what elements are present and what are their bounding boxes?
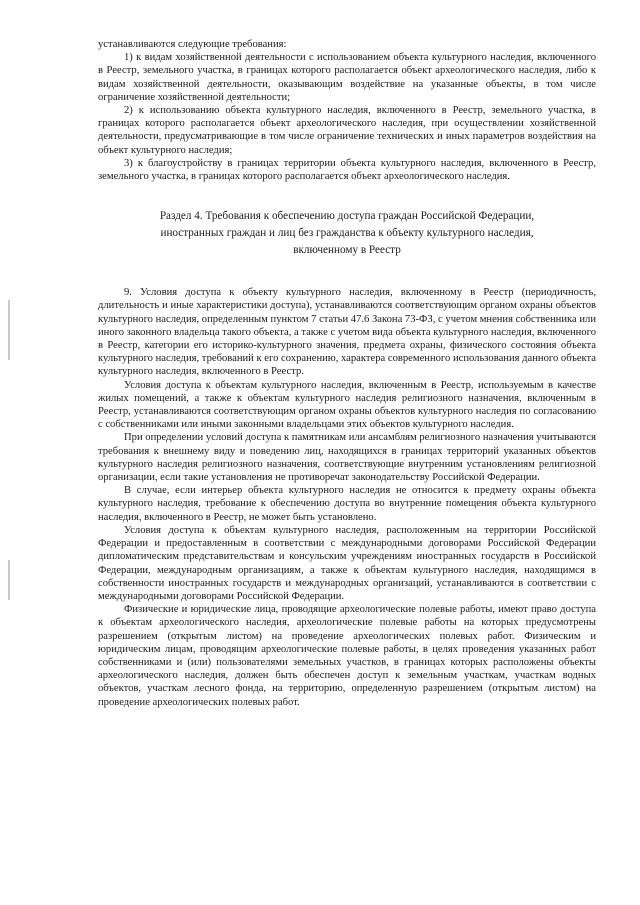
paragraph-9: 9. Условия доступа к объекту культурного наследия, включенному в Реестр (периодичность, длительность и иные характеристики доступа), устанавливаются соответствующим органом охраны объектов культурного наследия, определенным пунктом 7 статьи 47.6 Закона 73-ФЗ, с учетом мнения собственника или иного законного владельца такого объекта, а также с учетом вида объекта культурного наследия, включенного в Реестр, категории его историко-культурного значения, предмета охраны, физического состояния объекта культурного наследия, требований к его сохранению, характера современного использования данного объекта культурного наследия, включенного в Реестр. <box>98 287 596 378</box>
scan-edge-mark <box>8 560 10 600</box>
paragraph-diplomatic: Условия доступа к объектам культурного наследия, расположенным на территории Российской Федерации и предоставленным в соответствии с международными договорами Российской Федерации дипломатическим представительствам и консульским учреждениям иностранных государств в Российской Федерации, международным организациям, а также к объектам культурного наследия, находящимся в собственности иностранных государств и международных организаций, устанавливаются в соответствии с международными договорами Российской Федерации. <box>98 524 596 602</box>
paragraph-religious: При определении условий доступа к памятникам или ансамблям религиозного назначения учитываются требования к внешнему виду и поведению лиц, находящихся в границах территорий указанных объектов культурного наследия религиозного назначения, соответствующие внутренним установлениям религиозной организации, если такие установления не противоречат законодательству Российской Федерации. <box>98 432 596 484</box>
section-heading-line-2: иностранных граждан и лиц без гражданства к объекту культурного наследия, <box>160 227 534 240</box>
paragraph-interior: В случае, если интерьер объекта культурного наследия не относится к предмету охраны объекта культурного наследия, требование к обеспечению доступа во внутренние помещения объекта культурного наследия, включенного в Реестр, не может быть установлено. <box>98 485 596 523</box>
scan-edge-mark <box>8 300 10 360</box>
intro-line: устанавливаются следующие требования: <box>98 39 287 50</box>
paragraph-archaeological: Физические и юридические лица, проводящие археологические полевые работы, имеют право доступа к объектам археологического наследия, археологические полевые работы на которых предусмотрены разрешением (открытым листом) на проведение археологических полевых работ. Физическим и юридическим лицам, проводящим археологические полевые работы, в целях проведения указанных работ собственниками и (или) пользователями земельных участков, в границах которых расположены объекты археологического наследия, должен быть обеспечен доступ к земельным участкам, участкам водных объектов, участкам лесного фонда, на территорию, определенную разрешением (открытым листом) на проведение археологических полевых работ. <box>98 604 596 708</box>
paragraph-access-residential: Условия доступа к объектам культурного наследия, включенным в Реестр, используемым в качестве жилых помещений, а также к объектам культурного наследия религиозного назначения, включенным в Реестр, устанавливаются соответствующим органом охраны объектов культурного наследия по согласованию с собственниками или иными законными владельцами этих объектов культурного наследия. <box>98 379 596 431</box>
list-item-2: 2) к использованию объекта культурного наследия, включенного в Реестр, земельного участка, в границах которого располагается объект археологического наследия, при осуществлении хозяйственной деятельности, предусматривающие в том числе ограничение технических и иных параметров воздействия на объект культурного наследия; <box>98 105 596 156</box>
section-heading <box>98 208 596 259</box>
section-heading-line-1: Раздел 4. Требования к обеспечению доступа граждан Российской Федерации, <box>159 210 535 223</box>
section-heading-line-3: включенному в Реестр <box>293 244 401 257</box>
list-item-1: 1) к видам хозяйственной деятельности с использованием объекта культурного наследия, включенного в Реестр, земельного участка, в границах которого располагается объект археологического наследия, либо к видам хозяйственной деятельности, оказывающим воздействие на указанные объекты, в том числе ограничение хозяйственной деятельности; <box>98 52 596 103</box>
list-item-3: 3) к благоустройству в границах территории объекта культурного наследия, включенного в Реестр, земельного участка, в границах которого располагается объект археологического наследия. <box>98 157 596 183</box>
